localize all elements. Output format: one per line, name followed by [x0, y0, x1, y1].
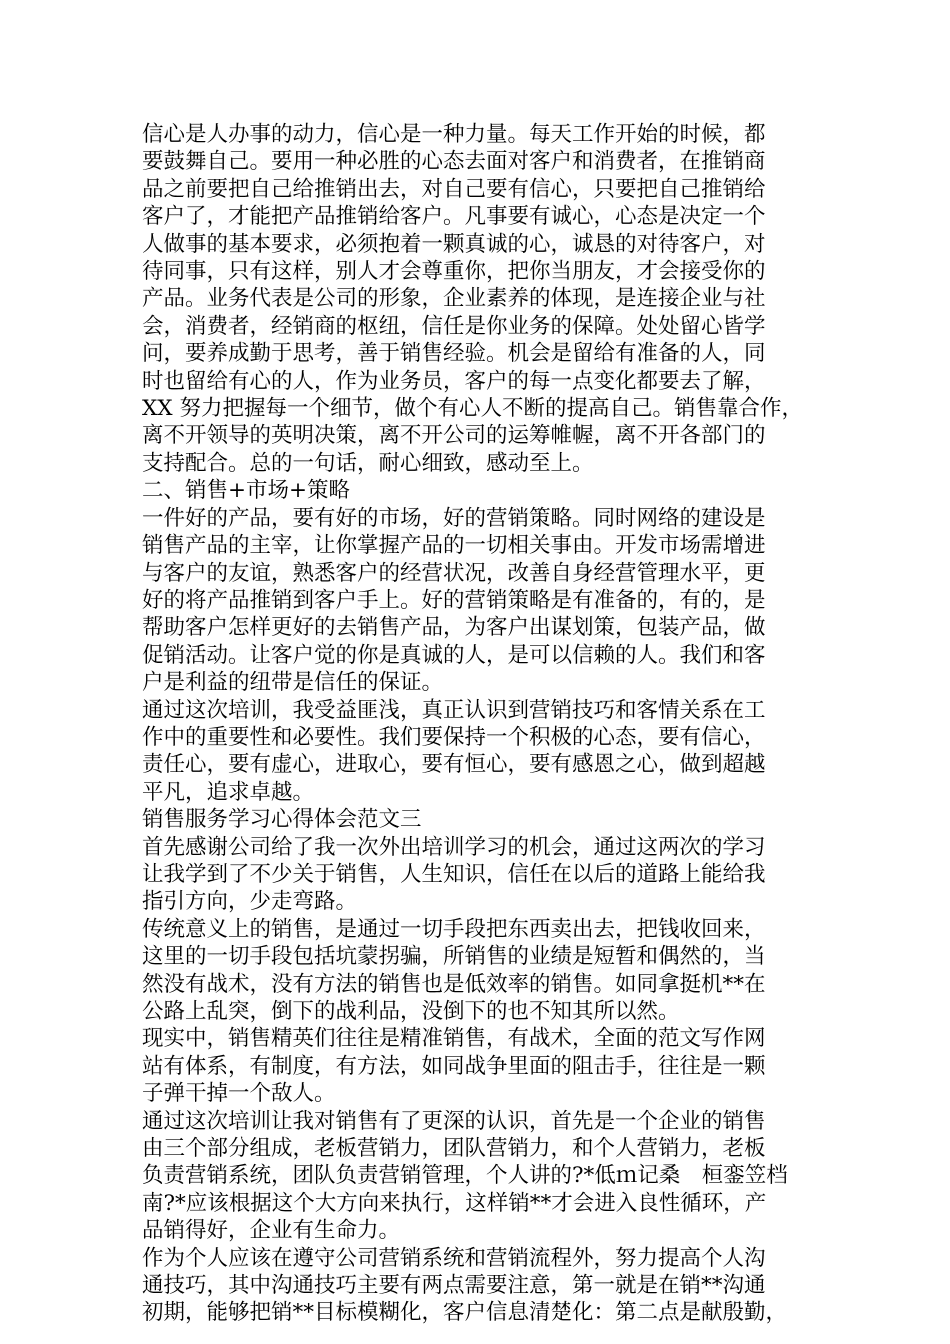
- text-line: 销售服务学习心得体会范文三: [142, 807, 422, 833]
- text-line: 通过这次培训让我对销售有了更深的认识，首先是一个企业的销售: [142, 1108, 766, 1134]
- text-line: 帮助客户怎样更好的去销售产品，为客户出谋划策，包装产品，做: [142, 615, 766, 641]
- text-line: 作为个人应该在遵守公司营销系统和营销流程外，努力提高个人沟: [142, 1245, 766, 1271]
- text-line: 通技巧，其中沟通技巧主要有两点需要注意，第一就是在销**沟通: [142, 1273, 766, 1299]
- text-line: 销售产品的主宰，让你掌握产品的一切相关事由。开发市场需增进: [142, 533, 766, 559]
- text-line: 产品。业务代表是公司的形象，企业素养的体现，是连接企业与社: [142, 286, 766, 312]
- text-line: 二、销售+市场+策略: [142, 478, 351, 504]
- text-line: 现实中，销售精英们往往是精准销售，有战术，全面的范文写作网: [142, 1026, 766, 1052]
- text-line: 责任心，要有虚心，进取心，要有恒心，要有感恩之心，做到超越: [142, 752, 766, 778]
- text-line: XX 努力把握每一个细节，做个有心人不断的提高自己。销售靠合作，: [142, 396, 803, 422]
- text-line: 负责营销系统，团队负责营销管理，个人讲的?*低ｍ记桑 桓銮笠档: [142, 1163, 788, 1189]
- text-line: 户是利益的纽带是信任的保证。: [142, 670, 444, 696]
- text-line: 一件好的产品，要有好的市场，好的营销策略。同时网络的建设是: [142, 505, 766, 531]
- document-body: [142, 121, 822, 1327]
- text-line: 首先感谢公司给了我一次外出培训学习的机会，通过这两次的学习: [142, 834, 766, 860]
- text-line: 要鼓舞自己。要用一种必胜的心态去面对客户和消费者，在推销商: [142, 149, 766, 175]
- text-line: 好的将产品推销到客户手上。好的营销策略是有准备的，有的，是: [142, 587, 766, 613]
- text-line: 支持配合。总的一句话，耐心细致，感动至上。: [142, 450, 594, 476]
- text-line: 作中的重要性和必要性。我们要保持一个积极的心态，要有信心，: [142, 724, 766, 750]
- text-line: 通过这次培训，我受益匪浅，真正认识到营销技巧和客情关系在工: [142, 697, 766, 723]
- text-line: 传统意义上的销售，是通过一切手段把东西卖出去，把钱收回来，: [142, 916, 766, 942]
- text-line: 信心是人办事的动力，信心是一种力量。每天工作开始的时候，都: [142, 122, 766, 147]
- text-line: 平凡，追求卓越。: [142, 779, 315, 805]
- text-line: 南?*应该根据这个大方向来执行，这样销**才会进入良性循环，产: [142, 1190, 767, 1216]
- text-line: 离不开领导的英明决策，离不开公司的运筹帷幄，离不开各部门的: [142, 423, 766, 449]
- text-line: 站有体系，有制度，有方法，如同战争里面的阻击手，往往是一颗: [142, 1053, 766, 1079]
- text-line: 让我学到了不少关于销售，人生知识，信任在以后的道路上能给我: [142, 861, 766, 887]
- text-line: 客户了，才能把产品推销给客户。凡事要有诚心，心态是决定一个: [142, 204, 766, 230]
- text-line: 品之前要把自己给推销出去，对自己要有信心，只要把自己推销给: [142, 176, 766, 202]
- text-line: 待同事，只有这样，别人才会尊重你，把你当朋友，才会接受你的: [142, 259, 766, 285]
- text-line: 公路上乱突，倒下的战利品，没倒下的也不知其所以然。: [142, 999, 680, 1024]
- text-line: 问，要养成勤于思考，善于销售经验。机会是留给有准备的人，同: [142, 341, 766, 367]
- text-line: 初期，能够把销**目标模糊化，客户信息清楚化：第二点是献殷勤，: [142, 1300, 788, 1326]
- text-line: 由三个部分组成，老板营销力，团队营销力，和个人营销力，老板: [142, 1136, 766, 1162]
- text-line: 然没有战术，没有方法的销售也是低效率的销售。如同拿挺机**在: [142, 971, 766, 997]
- text-line: 子弹干掉一个敌人。: [142, 1081, 336, 1107]
- text-line: 这里的一切手段包括坑蒙拐骗，所销售的业绩是短暂和偶然的，当: [142, 944, 766, 970]
- text-line: 会，消费者，经销商的枢纽，信任是你业务的保障。处处留心皆学: [142, 313, 766, 339]
- text-line: 促销活动。让客户觉的你是真诚的人，是可以信赖的人。我们和客: [142, 642, 766, 668]
- text-line: 品销得好，企业有生命力。: [142, 1218, 401, 1244]
- text-line: 时也留给有心的人，作为业务员，客户的每一点变化都要去了解，: [142, 368, 766, 394]
- text-line: 人做事的基本要求，必须抱着一颗真诚的心，诚恳的对待客户，对: [142, 231, 766, 257]
- text-line: 与客户的友谊，熟悉客户的经营状况，改善自身经营管理水平，更: [142, 560, 766, 586]
- text-line: 指引方向，少走弯路。: [142, 889, 358, 915]
